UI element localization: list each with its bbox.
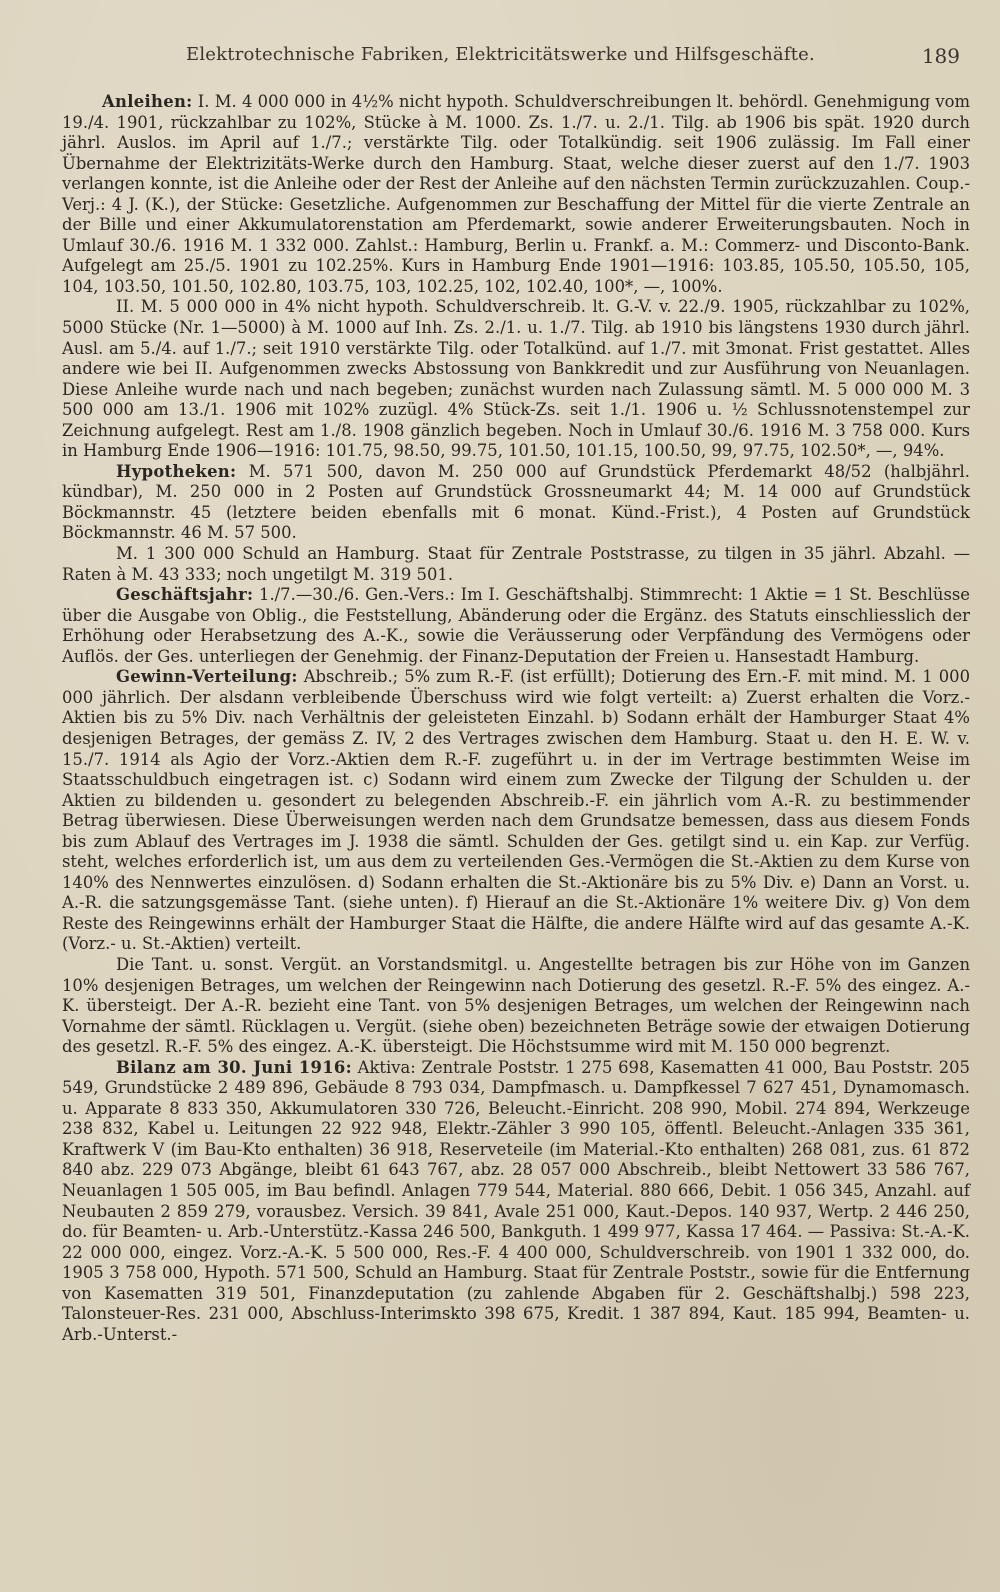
section-heading: Anleihen: [102, 92, 193, 111]
paragraph-text: Abschreib.; 5% zum R.-F. (ist erfüllt); Dotierung des Ern.-F. mit mind. M. 1 000 000 jährlich. Der alsdann verbleibende Überschuss wird wie folgt verteilt: a) Zuerst erhalten die Vorz.-Aktien bis zu 5% Div. nach Verhältnis der geleisteten Einzahl. b) Sodann erhält der Hamburger Staat 4% desjenigen Betrages, der gemäss Z. IV, 2 des Vertrages zwischen dem Hamburg. Staat u. den H. E. W. v. 15./7. 1914 als Agio der Vorz.-Aktien dem R.-F. zugeführt u. in der im Vertrage bestimmten Weise im Staatsschuldbuch eingetragen ist. c) Sodann wird einem zum Zwecke der Tilgung der Schulden u. der Aktien zu bildenden u. gesondert zu belegenden Abschreib.-F. ein jährlich vom A.-R. zu bestimmender Betrag überwiesen. Diese Überweisungen werden nach dem Grundsatze bemessen, dass aus diesem Fonds bis zum Ablauf des Vertrages im J. 1938 die sämtl. Schulden der Ges. getilgt sind u. ein Kap. zur Verfüg. steht, welches erforderlich ist, um aus dem zu verteilenden Ges.-Vermögen die St.-Aktien zu dem Kurse von 140% des Nennwertes einzulösen. d) Sodann erhalten die St.-Aktionäre bis zu 5% Div. e) Dann an Vorst. u. A.-R. die satzungsgemässe Tant. (siehe unten). f) Hierauf an die St.-Aktionäre 1% weitere Div. g) Von dem Reste des Reingewinns erhält der Hamburger Staat die Hälfte, die andere Hälfte wird auf das gesamte A.-K. (Vorz.- u. St.-Aktien) verteilt. [62, 667, 970, 954]
paragraph-text: II. M. 5 000 000 in 4% nicht hypoth. Schuldverschreib. lt. G.-V. v. 22./9. 1905, rückzahlbar zu 102%, 5000 Stücke (Nr. 1—5000) à M. 1000 auf Inh. Zs. 2./1. u. 1./7. Tilg. ab 1910 bis längstens 1930 durch jährl. Ausl. am 5./4. auf 1./7.; seit 1910 verstärkte Tilg. oder Totalkünd. auf 1./7. mit 3monat. Frist gestattet. Alles andere wie bei II. Aufgenommen zwecks Abstossung von Bankkredit und zur Ausführung von Neuanlagen. Diese Anleihe wurde nach und nach begeben; zunächst wurden nach Zulassung sämtl. M. 5 000 000 M. 3 500 000 am 13./1. 1906 mit 102% zuzügl. 4% Stück-Zs. seit 1./1. 1906 u. ½ Schlussnotenstempel zur Zeichnung aufgelegt. Rest am 1./8. 1908 gänzlich begeben. Noch in Umlauf 30./6. 1916 M. 3 758 000. Kurs in Hamburg Ende 1906—1916: 101.75, 98.50, 99.75, 101.50, 101.15, 100.50, 99, 97.75, 102.50*, —, 94%. [62, 297, 970, 461]
section-heading: Geschäftsjahr: [116, 585, 254, 605]
paragraph-geschaeftsjahr [62, 585, 970, 667]
paragraph-anleihen-1 [62, 92, 970, 297]
section-heading: Bilanz am 30. Juni 1916: [116, 1057, 352, 1077]
paragraph-text: Die Tant. u. sonst. Vergüt. an Vorstandsmitgl. u. Angestellte betragen bis zur Höhe von im Ganzen 10% desjenigen Betrages, um welchen der Reingewinn nach Dotierung des gesetzl. R.-F. 5% des eingez. A.-K. übersteigt. Der A.-R. bezieht eine Tant. von 5% desjenigen Betrages, um welchen der Reingewinn nach Vornahme der sämtl. Rücklagen u. Vergüt. (siehe oben) bezeichneten Beträge sowie der etwaigen Dotierung des gesetzl. R.-F. 5% des eingez. A.-K. übersteigt. Die Höchstsumme wird mit M. 150 000 begrenzt. [62, 954, 970, 1057]
section-heading: Gewinn-Verteilung: [116, 667, 298, 687]
paragraph-text: M. 571 500, davon M. 250 000 auf Grundstück Pferdemarkt 48/52 (halbjährl. kündbar), M. 250 000 in 2 Posten auf Grundstück Grossneumarkt 44; M. 14 000 auf Grundstück Böckmannstr. 45 (letztere beiden ebenfalls mit 6 monat. Künd.-Frist.), 4 Posten auf Grundstück Böckmannstr. 46 M. 57 500. [62, 461, 970, 543]
paragraph-gewinn-verteilung [62, 667, 970, 955]
paragraph-hypotheken [62, 462, 970, 544]
paragraph-text: M. 1 300 000 Schuld an Hamburg. Staat für Zentrale Poststrasse, zu tilgen in 35 jährl. Abzahl. — Raten à M. 43 333; noch ungetilgt M. 319 501. [62, 544, 970, 584]
paragraph-text: 1./7.—30./6. Gen.-Vers.: Im I. Geschäftshalbj. Stimmrecht: 1 Aktie = 1 St. Beschlüsse über die Ausgabe von Oblig., die Feststellung, Abänderung oder die Ergänz. des Statuts einschliesslich der Erhöhung oder Herabsetzung des A.-K., sowie die Veräusserung oder Verpfändung des Vermögens oder Auflös. der Ges. unterliegen der Genehmig. der Finanz-Deputation der Freien u. Hansestadt Hamburg. [62, 585, 970, 666]
page-number: 189 [921, 44, 960, 68]
paragraph-tantieme [62, 955, 970, 1058]
paragraph-text: I. M. 4 000 000 in 4½% nicht hypoth. Schuldverschreibungen lt. behördl. Genehmigung vom 19./4. 1901, rückzahlbar zu 102%, Stücke à M. 1000. Zs. 1./7. u. 2./1. Tilg. ab 1906 bis spät. 1920 durch jährl. Auslos. im April auf 1./7.; verstärkte Tilg. oder Totalkündig. seit 1906 zulässig. Im Fall einer Übernahme der Elektrizitäts-Werke durch den Hamburg. Staat, welche dieser zuerst auf den 1./7. 1903 verlangen konnte, ist die Anleihe oder der Rest der Anleihe auf den nächsten Termin zurückzuzahlen. Coup.-Verj.: 4 J. (K.), der Stücke: Gesetzliche. Aufgenommen zur Beschaffung der Mittel für die vierte Zentrale an der Bille und einer Akkumulatorenstation am Pferdemarkt, sowie anderer Erweiterungsbauten. Noch in Umlauf 30./6. 1916 M. 1 332 000. Zahlst.: Hamburg, Berlin u. Frankf. a. M.: Commerz- und Disconto-Bank. Aufgelegt am 25./5. 1901 zu 102.25%. Kurs in Hamburg Ende 1901—1916: 103.85, 105.50, 105.50, 105, 104, 103.50, 101.50, 102.80, 103.75, 103, 102.25, 102, 102.40, 100*, —, 100%. [62, 92, 970, 296]
paragraph-bilanz [62, 1058, 970, 1346]
paragraph-schuld [62, 544, 970, 585]
section-heading: Hypotheken: [116, 461, 237, 481]
body-text [62, 92, 970, 1345]
running-head: Elektrotechnische Fabriken, Elektricitätswerke und Hilfsgeschäfte. [186, 44, 815, 65]
paragraph-anleihen-2 [62, 297, 970, 461]
paragraph-text: Aktiva: Zentrale Poststr. 1 275 698, Kasematten 41 000, Bau Poststr. 205 549, Grundstücke 2 489 896, Gebäude 8 793 034, Dampfmasch. u. Dampfkessel 7 627 451, Dynamomasch. u. Apparate 8 833 350, Akkumulatoren 330 726, Beleucht.-Einricht. 208 990, Mobil. 274 894, Werkzeuge 238 832, Kabel u. Leitungen 22 922 948, Elektr.-Zähler 3 990 105, öffentl. Beleucht.-Anlagen 335 361, Kraftwerk V (im Bau-Kto enthalten) 36 918, Reserveteile (im Material.-Kto enthalten) 268 081, zus. 61 872 840 abz. 229 073 Abgänge, bleibt 61 643 767, abz. 28 057 000 Abschreib., bleibt Nettowert 33 586 767, Neuanlagen 1 505 005, im Bau befindl. Anlagen 779 544, Material. 880 666, Debit. 1 056 345, Anzahl. auf Neubauten 2 859 279, vorausbez. Versich. 39 841, Avale 251 000, Kaut.-Depos. 140 937, Wertp. 2 446 250, do. für Beamten- u. Arb.-Unterstütz.-Kassa 246 500, Bankguth. 1 499 977, Kassa 17 464. — Passiva: St.-A.-K. 22 000 000, eingez. Vorz.-A.-K. 5 500 000, Res.-F. 4 400 000, Schuldverschreib. von 1901 1 332 000, do. 1905 3 758 000, Hypoth. 571 500, Schuld an Hamburg. Staat für Zentrale Poststr., sowie für die Entfernung von Kasematten 319 501, Finanzdeputation (zu zahlende Abgaben für 2. Geschäftshalbj.) 598 223, Talonsteuer-Res. 231 000, Abschluss-Interimskto 398 675, Kredit. 1 387 894, Kaut. 185 994, Beamten- u. Arb.-Unterst.- [62, 1057, 970, 1344]
